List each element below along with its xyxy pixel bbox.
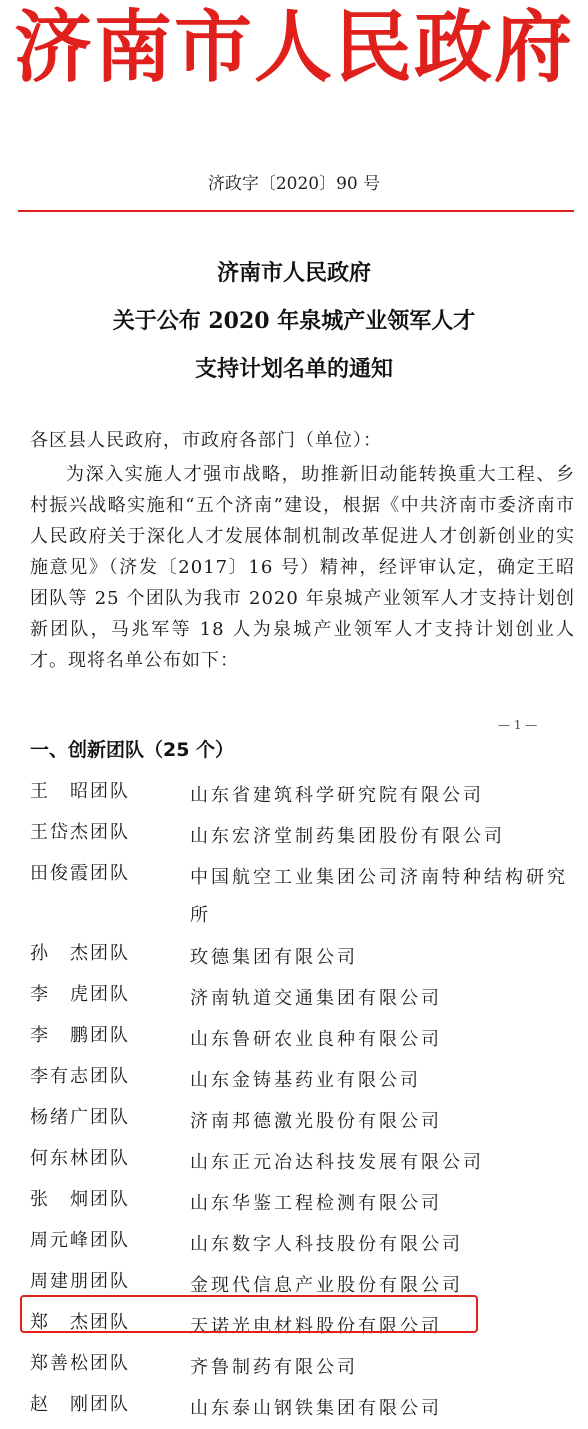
team-name: 田俊霞团队 (30, 863, 130, 884)
notice-title-line-3: 支持计划名单的通知 (194, 356, 393, 382)
team-name: 杨绪广团队 (30, 1107, 130, 1128)
team-organization: 天诺光电材料股份有限公司 (190, 1316, 442, 1337)
team-organization: 齐鲁制药有限公司 (190, 1357, 358, 1378)
salutation: 各区县人民政府，市政府各部门（单位）： (30, 430, 382, 451)
team-row (0, 816, 588, 857)
team-row (0, 1224, 588, 1265)
notice-title-line-2: 关于公布 2020 年泉城产业领军人才 (112, 308, 476, 334)
team-organization: 山东数字人科技股份有限公司 (190, 1234, 463, 1255)
team-name: 李 鹏团队 (30, 1025, 130, 1046)
team-organization: 山东金铸基药业有限公司 (190, 1070, 421, 1091)
team-name: 周元峰团队 (30, 1230, 130, 1251)
team-row (0, 1060, 588, 1101)
team-organization: 金现代信息产业股份有限公司 (190, 1275, 463, 1296)
masthead-title: 济南市人民政府 (13, 2, 574, 93)
team-row (0, 1388, 588, 1429)
team-name: 孙 杰团队 (30, 943, 130, 964)
team-name: 王岱杰团队 (30, 822, 130, 843)
team-row (0, 1019, 588, 1060)
team-organization: 山东泰山钢铁集团有限公司 (190, 1398, 442, 1419)
team-row (0, 937, 588, 978)
team-name: 张 炯团队 (30, 1189, 130, 1210)
team-organization: 山东华鉴工程检测有限公司 (190, 1193, 442, 1214)
team-name: 赵 刚团队 (30, 1394, 130, 1415)
team-name: 何东林团队 (30, 1148, 130, 1169)
team-row (0, 978, 588, 1019)
team-row (0, 1142, 588, 1183)
notice-title-line-1: 济南市人民政府 (216, 260, 371, 286)
team-organization: 玫德集团有限公司 (190, 947, 358, 968)
section-heading: 一、创新团队（25 个） (30, 739, 235, 761)
document-number: 济政字〔2020〕90 号 (207, 174, 381, 194)
team-organization: 济南轨道交通集团有限公司 (190, 988, 442, 1009)
body-paragraph: 为深入实施人才强市战略，助推新旧动能转换重大工程、乡村振兴战略实施和“五个济南”建设，根据《中共济南市委济南市人民政府关于深化人才发展体制机制改革促进人才创新创业的实施意见》（济发〔2017〕16 号）精神，经评审认定，确定王昭团队等 25 个团队为我市 2020 年泉城产业领军人才支持计划创新团队，马兆军等 18 人为泉城产业领军人才支持计划创业人才。现将名单公布如下： (30, 464, 575, 671)
team-organization: 山东宏济堂制药集团股份有限公司 (190, 826, 505, 847)
team-name: 周建朋团队 (30, 1271, 130, 1292)
team-organization: 山东正元冶达科技发展有限公司 (190, 1152, 484, 1173)
team-name: 李有志团队 (30, 1066, 130, 1087)
highlight-box (20, 1295, 478, 1333)
team-name: 李 虎团队 (30, 984, 130, 1005)
team-row (0, 1101, 588, 1142)
team-row (0, 775, 588, 816)
page-number: — 1 — (498, 718, 538, 732)
team-organization: 济南邦德激光股份有限公司 (190, 1111, 442, 1132)
team-name: 郑 杰团队 (30, 1312, 130, 1333)
team-organization: 山东省建筑科学研究院有限公司 (190, 785, 484, 806)
team-row (0, 1183, 588, 1224)
team-name: 王 昭团队 (30, 781, 130, 802)
team-organization: 山东鲁研农业良种有限公司 (190, 1029, 442, 1050)
team-name: 郑善松团队 (30, 1353, 130, 1374)
team-row (0, 1347, 588, 1388)
team-row (0, 857, 588, 937)
red-divider (18, 210, 574, 212)
team-organization: 中国航空工业集团公司济南特种结构研究所 (190, 867, 568, 926)
